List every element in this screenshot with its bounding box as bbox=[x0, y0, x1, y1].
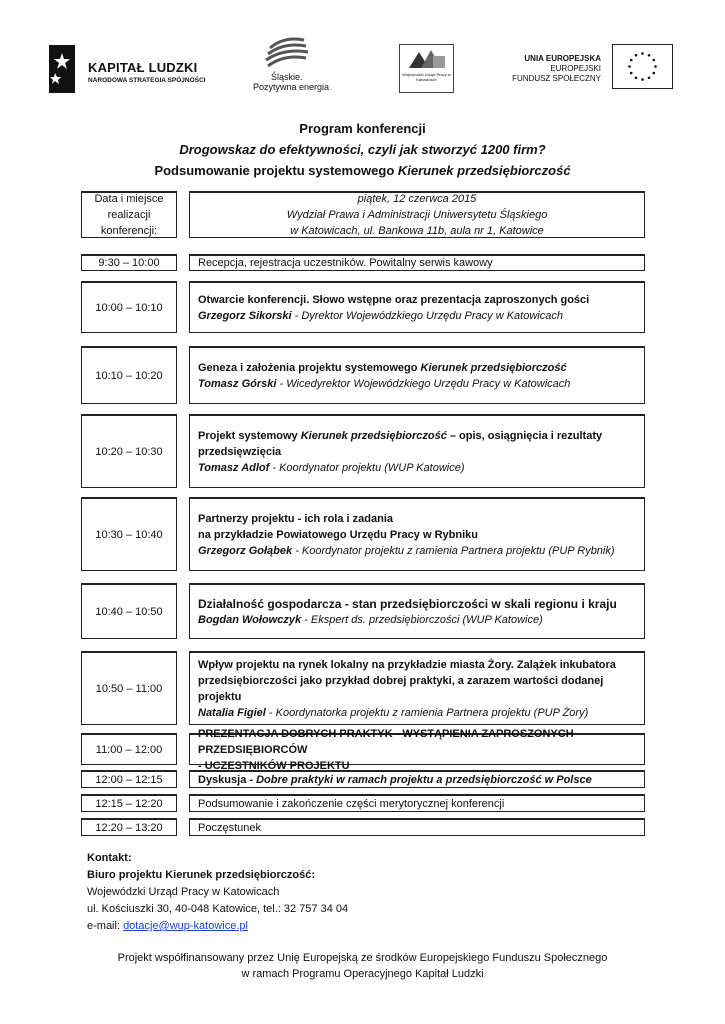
eu-star-icon bbox=[635, 76, 638, 79]
contact-address: ul. Kościuszki 30, 40-048 Katowice, tel.: 32 757 34 04 bbox=[87, 903, 349, 915]
speaker-role: - Dyrektor Wojewódzkiego Urzędu Pracy w Katowicach bbox=[291, 309, 563, 322]
speaker-name: Natalia Figiel bbox=[198, 706, 266, 719]
slaskie-name: Śląskie. bbox=[271, 72, 303, 82]
contact-office: Biuro projektu Kierunek przedsiębiorczość: bbox=[87, 869, 315, 881]
session-title: Działalność gospodarcza - stan przedsiębiorczości w skali regionu i kraju bbox=[198, 596, 617, 611]
schedule-time: 10:20 – 10:30 bbox=[81, 414, 177, 488]
contact-email-line bbox=[87, 920, 248, 932]
schedule-item bbox=[189, 346, 645, 404]
info-details-cell bbox=[189, 191, 645, 238]
speaker-name: Grzegorz Gołąbek bbox=[198, 544, 293, 557]
info-label-cell bbox=[81, 191, 177, 238]
ue-title: UNIA EUROPEJSKA bbox=[524, 54, 601, 63]
event-date: piątek, 12 czerwca 2015 bbox=[357, 193, 477, 205]
schedule-item bbox=[189, 727, 645, 772]
schedule-text: Recepcja, rejestracja uczestników. Powitalny serwis kawowy bbox=[198, 257, 493, 269]
eu-star-icon bbox=[652, 72, 655, 75]
eu-star-icon bbox=[654, 65, 657, 68]
speaker-name: Bogdan Wołowczyk bbox=[198, 613, 302, 626]
project-name: Kierunek przedsiębiorczość bbox=[420, 361, 567, 374]
eu-star-icon bbox=[652, 59, 655, 62]
footer-line2: w ramach Programu Operacyjnego Kapitał Ludzki bbox=[241, 968, 484, 980]
speaker-name: Tomasz Adlof bbox=[198, 461, 270, 474]
eu-star-icon bbox=[641, 78, 644, 81]
schedule-item bbox=[189, 414, 645, 488]
slaskie-logo-icon bbox=[264, 34, 310, 68]
speaker-name: Grzegorz Sikorski bbox=[198, 309, 292, 322]
schedule-item bbox=[189, 497, 645, 571]
event-venue-line1: Wydział Prawa i Administracji Uniwersytetu Śląskiego bbox=[286, 209, 548, 221]
schedule-time: 10:50 – 11:00 bbox=[81, 651, 177, 725]
eu-star-icon bbox=[635, 54, 638, 57]
schedule-item bbox=[189, 651, 645, 725]
wup-caption: Wojewódzki Urząd Pracy w Katowicach bbox=[402, 72, 451, 82]
session-title: Partnerzy projektu - ich rola i zadania bbox=[198, 512, 393, 525]
schedule-item bbox=[189, 583, 645, 639]
session-title-line2: na przykładzie Powiatowego Urzędu Pracy w Rybniku bbox=[198, 528, 478, 541]
session-title-line2: przedsięwzięcia bbox=[198, 445, 282, 458]
email-link[interactable]: dotacje@wup-katowice.pl bbox=[123, 920, 248, 932]
page-title: Program konferencji bbox=[299, 121, 426, 136]
schedule-time: 12:15 – 12:20 bbox=[81, 794, 177, 812]
project-name: Kierunek przedsiębiorczość bbox=[300, 429, 447, 442]
session-title: Otwarcie konferencji. Słowo wstępne oraz prezentacja zaproszonych gości bbox=[198, 293, 590, 306]
session-speaker-line bbox=[198, 612, 636, 628]
eu-star-icon bbox=[630, 59, 633, 62]
session-title-line2: - UCZESTNIKÓW PROJEKTU bbox=[198, 759, 350, 772]
session-speaker-line bbox=[198, 705, 636, 721]
speaker-role: - Koordynator projektu (WUP Katowice) bbox=[269, 461, 465, 474]
kapital-ludzki-subtitle: NARODOWA STRATEGIA SPÓJNOŚCI bbox=[88, 77, 206, 84]
project-name: Kierunek przedsiębiorczość bbox=[397, 163, 571, 178]
session-title: Geneza i założenia projektu systemowego Kierunek przedsiębiorczość bbox=[198, 361, 567, 374]
schedule-time: 9:30 – 10:00 bbox=[81, 254, 177, 271]
event-venue-line2: w Katowicach, ul. Bankowa 11b, aula nr 1, Katowice bbox=[290, 225, 544, 237]
wup-logo-icon bbox=[405, 48, 449, 70]
schedule-item bbox=[189, 770, 645, 788]
schedule-time: 10:30 – 10:40 bbox=[81, 497, 177, 571]
info-label-line3: konferencji: bbox=[100, 225, 158, 237]
conference-subtitle: Drogowskaz do efektywności, czyli jak stworzyć 1200 firm? bbox=[179, 142, 546, 157]
session-title: Projekt systemowy Kierunek przedsiębiorczość – opis, osiągnięcia i rezultaty bbox=[198, 429, 603, 442]
kapital-ludzki-logo-icon bbox=[49, 45, 75, 93]
speaker-role: - Wicedyrektor Wojewódzkiego Urzędu Pracy w Katowicach bbox=[276, 377, 571, 390]
ue-line2: EUROPEJSKI bbox=[550, 64, 601, 73]
session-speaker-line bbox=[198, 376, 636, 392]
session-title: Wpływ projektu na rynek lokalny na przykładzie miasta Żory. Zalążek inkubatora bbox=[198, 658, 616, 671]
schedule-time: 12:00 – 12:15 bbox=[81, 770, 177, 788]
info-label-line1: Data i miejsce bbox=[94, 193, 164, 205]
eu-star-icon bbox=[648, 76, 651, 79]
schedule-text: Poczęstunek bbox=[198, 821, 261, 834]
schedule-item bbox=[189, 818, 645, 836]
contact-org: Wojewódzki Urząd Pracy w Katowicach bbox=[87, 886, 280, 898]
schedule-time: 12:20 – 13:20 bbox=[81, 818, 177, 836]
schedule-item bbox=[189, 281, 645, 333]
schedule-time: 10:00 – 10:10 bbox=[81, 281, 177, 333]
session-title-line2: przedsiębiorczości jako przykład dobrej praktyki, a zarazem wartości dodanej projektu bbox=[198, 674, 604, 703]
eu-star-icon bbox=[641, 52, 644, 55]
session-speaker-line bbox=[198, 460, 636, 476]
schedule-text: Podsumowanie i zakończenie części merytorycznej konferencji bbox=[198, 797, 505, 810]
schedule-item bbox=[189, 794, 645, 812]
schedule-time: 10:40 – 10:50 bbox=[81, 583, 177, 639]
contact-heading: Kontakt: bbox=[87, 852, 132, 864]
eu-star-icon bbox=[628, 65, 631, 68]
speaker-name: Tomasz Górski bbox=[198, 377, 277, 390]
discussion-topic: - Dobre praktyki w ramach projektu a przedsiębiorczość w Polsce bbox=[246, 773, 592, 786]
eu-star-icon bbox=[648, 54, 651, 57]
email-label: e-mail: bbox=[87, 920, 124, 932]
session-speaker-line bbox=[198, 308, 636, 324]
footer-line1: Projekt współfinansowany przez Unię Europejską ze środków Europejskiego Funduszu Społecznego bbox=[117, 952, 608, 964]
schedule-item bbox=[189, 254, 645, 271]
session-speaker-line bbox=[198, 543, 636, 559]
speaker-role: - Koordynator projektu z ramienia Partnera projektu (PUP Rybnik) bbox=[292, 544, 615, 557]
session-title: Dyskusja - Dobre praktyki w ramach projektu a przedsiębiorczość w Polsce bbox=[198, 773, 592, 786]
info-label-line2: realizacji bbox=[107, 209, 151, 221]
project-summary-line bbox=[0, 163, 725, 178]
session-title: PREZENTACJA DOBRYCH PRAKTYK - WYSTĄPIENIA ZAPROSZONYCH PRZEDSIĘBIORCÓW bbox=[198, 727, 574, 756]
speaker-role: - Ekspert ds. przedsiębiorczości (WUP Katowice) bbox=[301, 613, 543, 626]
eu-flag-icon bbox=[612, 44, 673, 89]
schedule-time: 11:00 – 12:00 bbox=[81, 733, 177, 765]
ue-line3: FUNDUSZ SPOŁECZNY bbox=[512, 74, 601, 83]
eu-star-icon bbox=[630, 72, 633, 75]
schedule-time: 10:10 – 10:20 bbox=[81, 346, 177, 404]
kapital-ludzki-title: KAPITAŁ LUDZKI bbox=[88, 60, 198, 75]
speaker-role: - Koordynatorka projektu z ramienia Partnera projektu (PUP Żory) bbox=[265, 706, 589, 719]
slaskie-slogan: Pozytywna energia bbox=[253, 82, 330, 92]
project-summary-prefix: Podsumowanie projektu systemowego bbox=[154, 163, 398, 178]
